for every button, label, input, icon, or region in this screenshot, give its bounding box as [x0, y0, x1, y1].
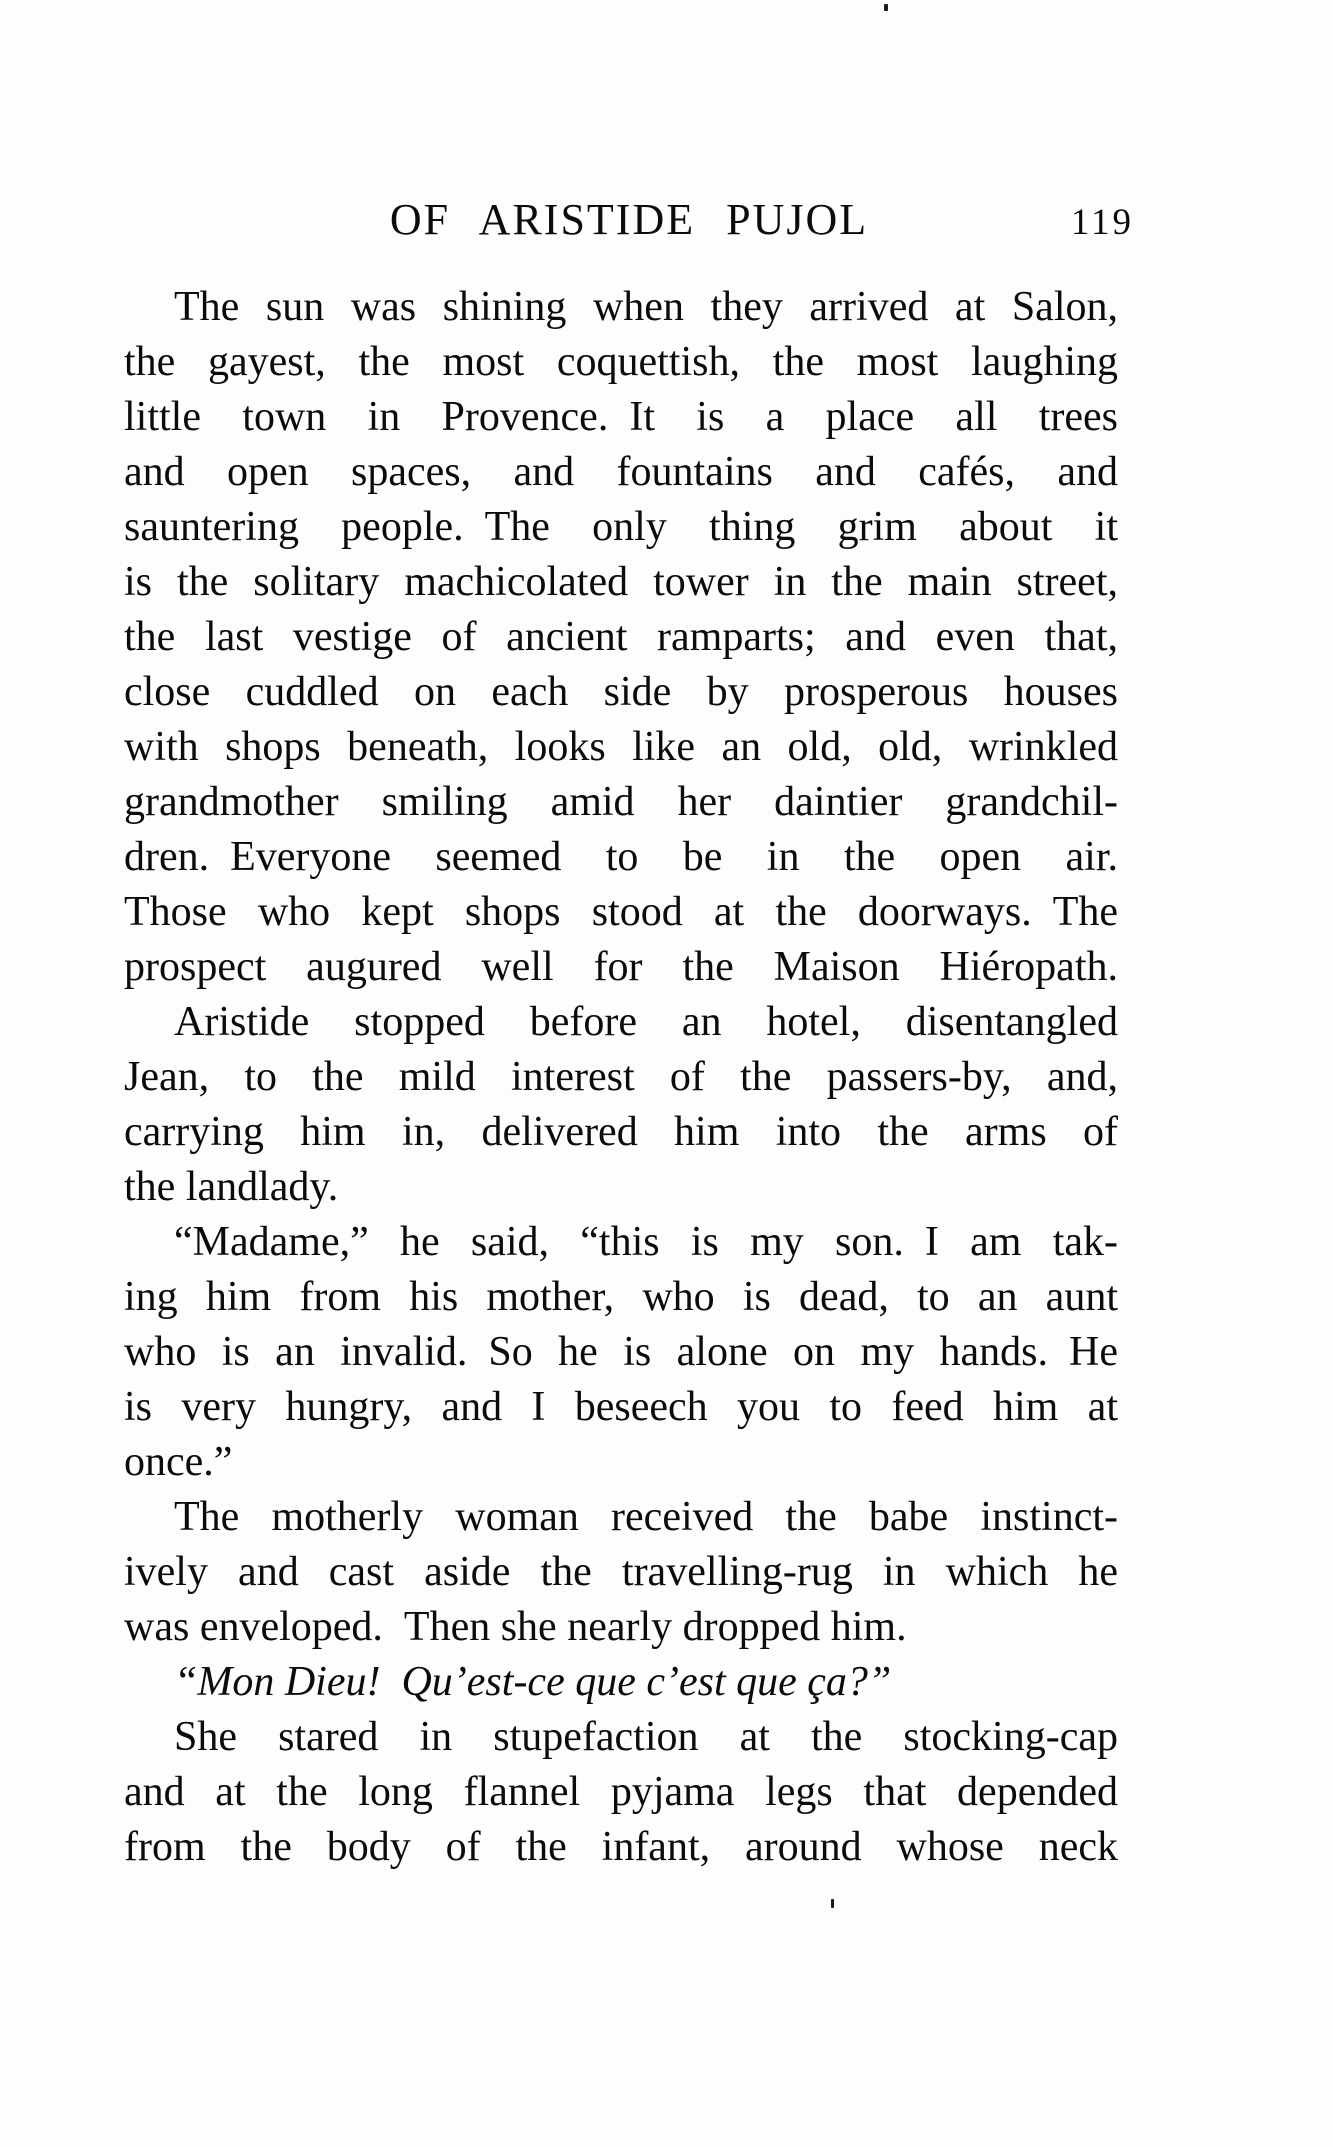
text-line: Those who kept shops stood at the doorways. The — [124, 889, 1118, 935]
text-line: carrying him in, delivered him into the arms of — [124, 1109, 1118, 1155]
text-line: with shops beneath, looks like an old, old, wrinkled — [124, 724, 1118, 770]
text-line: the gayest, the most coquettish, the most laughing — [124, 339, 1118, 385]
text-line: “Madame,” he said, “this is my son. I am tak- — [174, 1219, 1118, 1265]
text-line: ing him from his mother, who is dead, to an aunt — [124, 1274, 1118, 1320]
text-line: prospect augured well for the Maison Hiéropath. — [124, 944, 1118, 990]
text-line: who is an invalid. So he is alone on my hands. He — [124, 1329, 1118, 1375]
text-line: the landlady. — [124, 1164, 339, 1210]
scan-speck-top — [884, 4, 888, 11]
scan-speck-bottom — [831, 1899, 834, 1908]
text-line: close cuddled on each side by prosperous houses — [124, 669, 1118, 715]
text-line: grandmother smiling amid her daintier grandchil- — [124, 779, 1118, 825]
text-line: dren. Everyone seemed to be in the open air. — [124, 834, 1118, 880]
text-line: is the solitary machicolated tower in the main street, — [124, 559, 1118, 605]
text-line: once.” — [124, 1439, 233, 1485]
text-line: Aristide stopped before an hotel, disentangled — [174, 999, 1118, 1045]
text-line: from the body of the infant, around whose neck — [124, 1824, 1118, 1870]
text-line: ively and cast aside the travelling-rug in which he — [124, 1549, 1118, 1595]
text-line: and at the long flannel pyjama legs that depended — [124, 1769, 1118, 1815]
text-line: was enveloped. Then she nearly dropped him. — [124, 1604, 907, 1650]
text-line: is very hungry, and I beseech you to feed him at — [124, 1384, 1118, 1430]
text-line: The sun was shining when they arrived at Salon, — [174, 284, 1118, 330]
text-line: the last vestige of ancient ramparts; and even that, — [124, 614, 1118, 660]
text-line: sauntering people. The only thing grim about it — [124, 504, 1118, 550]
text-line: “Mon Dieu! Qu’est-ce que c’est que ça?” — [174, 1659, 892, 1705]
text-line: Jean, to the mild interest of the passers-by, and, — [124, 1054, 1118, 1100]
page-number: 119 — [1070, 202, 1134, 243]
running-title: OF ARISTIDE PUJOL — [389, 195, 869, 244]
text-line: and open spaces, and fountains and cafés, and — [124, 449, 1118, 495]
page-text — [124, 280, 1118, 1875]
page-header — [124, 194, 1134, 250]
text-line: little town in Provence. It is a place all trees — [124, 394, 1118, 440]
text-line: The motherly woman received the babe instinct- — [174, 1494, 1118, 1540]
text-line: She stared in stupefaction at the stocking-cap — [174, 1714, 1118, 1760]
